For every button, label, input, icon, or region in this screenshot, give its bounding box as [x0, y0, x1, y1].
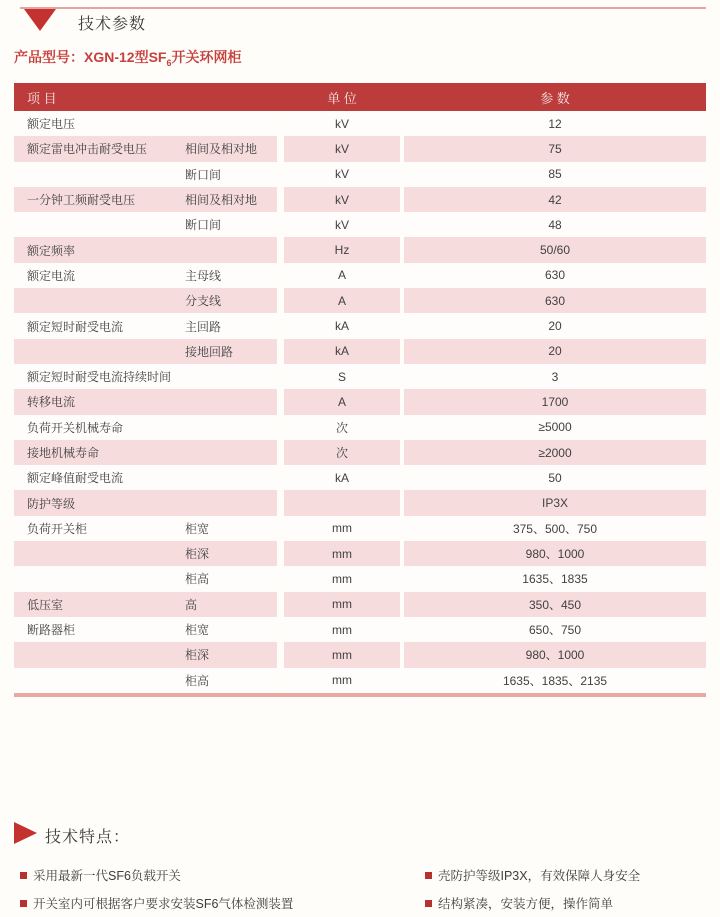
row-subitem-label: 柜深 — [185, 648, 210, 663]
row-unit-cell: mm — [284, 516, 400, 541]
row-subitem-label: 断口间 — [185, 218, 222, 233]
row-item-label: 低压室 — [27, 597, 64, 612]
row-value-cell: 980、1000 — [404, 541, 706, 566]
row-unit-cell — [284, 490, 400, 515]
row-item-cell — [14, 541, 277, 566]
row-unit-cell: S — [284, 364, 400, 389]
row-unit-cell: kV — [284, 136, 400, 161]
row-item-label: 额定短时耐受电流 — [27, 319, 124, 334]
cell-gap — [277, 364, 284, 389]
row-unit-cell: A — [284, 389, 400, 414]
table-row — [14, 237, 706, 262]
spec-table — [14, 83, 706, 697]
row-subitem-label: 接地回路 — [185, 344, 234, 359]
cell-gap — [277, 136, 284, 161]
cell-gap — [277, 415, 284, 440]
row-item-cell — [14, 389, 277, 414]
row-value-cell: 42 — [404, 187, 706, 212]
table-row — [14, 136, 706, 161]
table-row — [14, 490, 706, 515]
row-unit-cell: kA — [284, 339, 400, 364]
feature-item — [20, 889, 293, 917]
row-subitem-label: 相间及相对地 — [185, 142, 258, 157]
row-unit-cell: kA — [284, 313, 400, 338]
table-row — [14, 668, 706, 693]
row-unit-cell: 次 — [284, 440, 400, 465]
row-item-cell — [14, 440, 277, 465]
cell-gap — [277, 490, 284, 515]
row-value-cell: ≥5000 — [404, 415, 706, 440]
row-value-cell: 1700 — [404, 389, 706, 414]
row-unit-cell: mm — [284, 566, 400, 591]
row-item-label: 额定电流 — [27, 268, 76, 283]
row-item-label: 额定短时耐受电流持续时间 — [27, 370, 172, 385]
table-row — [14, 389, 706, 414]
cell-gap — [277, 617, 284, 642]
row-value-cell: 85 — [404, 162, 706, 187]
feature-text: 开关室内可根据客户要求安装SF6气体检测装置 — [33, 897, 294, 911]
section-title-tech-features: 技术特点： — [45, 829, 131, 846]
row-item-label: 额定雷电冲击耐受电压 — [27, 142, 148, 157]
row-item-label: 转移电流 — [27, 395, 76, 410]
row-unit-cell: kV — [284, 187, 400, 212]
row-item-cell — [14, 465, 277, 490]
table-row — [14, 263, 706, 288]
row-value-cell: 50/60 — [404, 237, 706, 262]
row-subitem-label: 主母线 — [185, 268, 222, 283]
row-subitem-label: 断口间 — [185, 167, 222, 182]
row-subitem-label: 分支线 — [185, 294, 222, 309]
triangle-down-icon — [24, 9, 56, 31]
row-subitem-label: 高 — [185, 597, 198, 612]
row-value-cell: 1635、1835 — [404, 566, 706, 591]
triangle-right-icon — [14, 822, 37, 844]
table-row — [14, 592, 706, 617]
table-body — [14, 111, 706, 693]
bullet-square-icon — [20, 872, 27, 879]
cell-gap — [277, 465, 284, 490]
feature-item — [425, 889, 640, 917]
row-subitem-label: 相间及相对地 — [185, 193, 258, 208]
row-value-cell: 650、750 — [404, 617, 706, 642]
row-unit-cell: Hz — [284, 237, 400, 262]
row-value-cell: 48 — [404, 212, 706, 237]
row-value-cell: 20 — [404, 313, 706, 338]
row-value-cell: 20 — [404, 339, 706, 364]
table-row — [14, 566, 706, 591]
cell-gap — [277, 162, 284, 187]
product-model-line — [14, 47, 241, 68]
table-header-row — [14, 83, 706, 111]
row-unit-cell: A — [284, 288, 400, 313]
cell-gap — [277, 111, 284, 136]
cell-gap — [277, 187, 284, 212]
product-model-subscript: 6 — [166, 57, 172, 68]
row-value-cell: 980、1000 — [404, 642, 706, 667]
cell-gap — [277, 440, 284, 465]
feature-item — [425, 861, 640, 889]
row-unit-cell: A — [284, 263, 400, 288]
feature-text: 结构紧凑，安装方便，操作简单 — [438, 897, 614, 911]
top-divider-line — [20, 7, 706, 9]
features-left-column — [20, 861, 293, 917]
column-header-value: 参 数 — [540, 90, 570, 106]
row-value-cell: 630 — [404, 263, 706, 288]
row-subitem-label: 柜宽 — [185, 623, 210, 638]
bullet-square-icon — [425, 872, 432, 879]
row-subitem-label: 主回路 — [185, 319, 222, 334]
cell-gap — [277, 566, 284, 591]
row-item-cell — [14, 339, 277, 364]
row-subitem-label: 柜高 — [185, 572, 210, 587]
row-unit-cell: mm — [284, 592, 400, 617]
table-row — [14, 617, 706, 642]
row-item-label: 额定峰值耐受电流 — [27, 471, 124, 486]
row-item-cell — [14, 364, 277, 389]
table-row — [14, 162, 706, 187]
table-row — [14, 541, 706, 566]
table-row — [14, 212, 706, 237]
row-item-cell — [14, 162, 277, 187]
feature-text: 壳防护等级IP3X，有效保障人身安全 — [438, 869, 641, 883]
table-row — [14, 516, 706, 541]
product-model-suffix: 开关环网柜 — [171, 49, 242, 65]
row-item-cell — [14, 288, 277, 313]
row-value-cell: 50 — [404, 465, 706, 490]
row-item-label: 一分钟工频耐受电压 — [27, 193, 136, 208]
bullet-square-icon — [425, 900, 432, 907]
row-value-cell: 12 — [404, 111, 706, 136]
product-model-prefix: 产品型号：XGN-12型SF — [14, 49, 167, 65]
cell-gap — [277, 339, 284, 364]
row-unit-cell: mm — [284, 617, 400, 642]
section-title-tech-params: 技术参数 — [78, 16, 147, 33]
cell-gap — [277, 389, 284, 414]
row-item-cell — [14, 263, 277, 288]
row-value-cell: 350、450 — [404, 592, 706, 617]
cell-gap — [277, 668, 284, 693]
cell-gap — [277, 313, 284, 338]
features-right-column — [425, 861, 640, 917]
row-value-cell: 375、500、750 — [404, 516, 706, 541]
row-unit-cell: kV — [284, 212, 400, 237]
row-unit-cell: 次 — [284, 415, 400, 440]
table-row — [14, 313, 706, 338]
row-item-label: 断路器柜 — [27, 623, 76, 638]
row-item-cell — [14, 642, 277, 667]
row-item-cell — [14, 516, 277, 541]
column-header-unit: 单 位 — [327, 90, 357, 106]
row-item-cell — [14, 111, 277, 136]
table-row — [14, 339, 706, 364]
row-item-cell — [14, 566, 277, 591]
row-item-label: 接地机械寿命 — [27, 446, 100, 460]
row-unit-cell: kV — [284, 162, 400, 187]
table-row — [14, 288, 706, 313]
row-item-cell — [14, 136, 277, 161]
row-unit-cell: kV — [284, 111, 400, 136]
row-value-cell: IP3X — [404, 490, 706, 515]
bullet-square-icon — [20, 900, 27, 907]
cell-gap — [277, 212, 284, 237]
row-item-label: 额定电压 — [27, 117, 76, 132]
row-value-cell: 630 — [404, 288, 706, 313]
row-unit-cell: mm — [284, 541, 400, 566]
row-value-cell: 75 — [404, 136, 706, 161]
table-row — [14, 415, 706, 440]
cell-gap — [277, 592, 284, 617]
cell-gap — [277, 541, 284, 566]
row-item-cell — [14, 617, 277, 642]
row-item-cell — [14, 187, 277, 212]
cell-gap — [277, 288, 284, 313]
row-value-cell: 1635、1835、2135 — [404, 668, 706, 693]
table-row — [14, 642, 706, 667]
cell-gap — [277, 642, 284, 667]
row-item-cell — [14, 212, 277, 237]
feature-text: 采用最新一代SF6负载开关 — [33, 869, 181, 883]
cell-gap — [277, 516, 284, 541]
row-item-label: 负荷开关机械寿命 — [27, 420, 124, 435]
column-header-item: 项 目 — [27, 90, 57, 106]
row-unit-cell: mm — [284, 668, 400, 693]
row-item-cell — [14, 490, 277, 515]
table-row — [14, 187, 706, 212]
cell-gap — [277, 237, 284, 262]
row-subitem-label: 柜宽 — [185, 521, 210, 536]
row-item-cell — [14, 592, 277, 617]
row-unit-cell: kA — [284, 465, 400, 490]
row-value-cell: 3 — [404, 364, 706, 389]
row-item-label: 额定频率 — [27, 243, 76, 258]
feature-item — [20, 861, 293, 889]
table-row — [14, 364, 706, 389]
row-item-cell — [14, 313, 277, 338]
table-row — [14, 465, 706, 490]
row-unit-cell: mm — [284, 642, 400, 667]
table-row — [14, 111, 706, 136]
row-subitem-label: 柜深 — [185, 547, 210, 562]
row-subitem-label: 柜高 — [185, 673, 210, 688]
cell-gap — [277, 263, 284, 288]
row-item-cell — [14, 237, 277, 262]
row-item-label: 防护等级 — [27, 496, 76, 511]
row-value-cell: ≥2000 — [404, 440, 706, 465]
table-row — [14, 440, 706, 465]
row-item-cell — [14, 668, 277, 693]
row-item-cell — [14, 415, 277, 440]
row-item-label: 负荷开关柜 — [27, 521, 88, 536]
